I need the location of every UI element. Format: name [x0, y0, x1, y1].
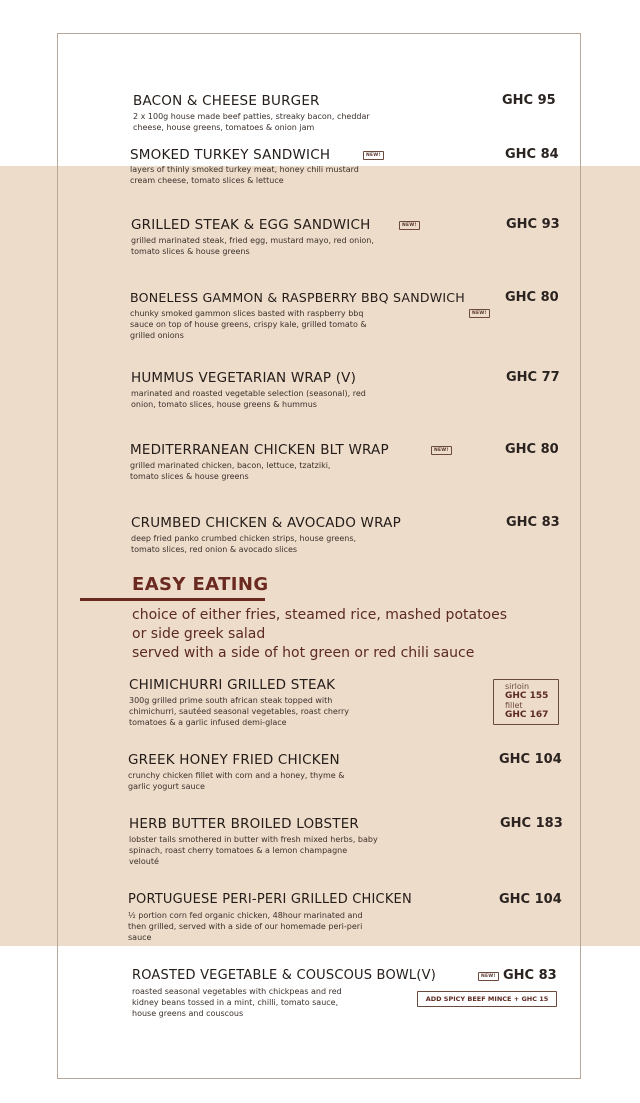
item-description: deep fried panko crumbed chicken strips, house greens, tomato slices, red onion & avocado slices	[131, 534, 357, 554]
item-price: GHC 77	[506, 370, 560, 385]
item-price: GHC 80	[505, 290, 559, 305]
fillet-label: fillet	[505, 701, 523, 710]
item-name: PORTUGUESE PERI-PERI GRILLED CHICKEN	[128, 892, 412, 907]
new-badge: NEW!	[363, 151, 384, 160]
sirloin-price: GHC 155	[505, 691, 549, 701]
item-description: grilled marinated chicken, bacon, lettuce, tzatziki, tomato slices & house greens	[130, 461, 331, 481]
item-price: GHC 183	[500, 816, 563, 831]
steak-price-box	[493, 679, 559, 725]
section-note-line: or side greek salad	[132, 626, 266, 642]
item-price: GHC 104	[499, 752, 562, 767]
item-description: lobster tails smothered in butter with fresh mixed herbs, baby spinach, roast cherry tomatoes & a lemon champagne velouté	[129, 835, 378, 866]
section-note-line: served with a side of hot green or red chili sauce	[132, 645, 475, 661]
item-name: HERB BUTTER BROILED LOBSTER	[129, 816, 360, 832]
item-name: BONELESS GAMMON & RASPBERRY BBQ SANDWICH	[130, 290, 465, 305]
item-name: ROASTED VEGETABLE & COUSCOUS BOWL(V)	[132, 968, 437, 983]
new-badge: NEW!	[469, 309, 490, 318]
item-description: 2 x 100g house made beef patties, streaky bacon, cheddar cheese, house greens, tomatoes & onion jam	[133, 112, 370, 132]
new-badge: NEW!	[431, 446, 452, 455]
item-description: marinated and roasted vegetable selection (seasonal), red onion, tomato slices, house greens & hummus	[131, 389, 366, 409]
item-name: SMOKED TURKEY SANDWICH	[130, 147, 331, 163]
item-name: BACON & CHEESE BURGER	[133, 93, 320, 109]
item-price: GHC 80	[505, 442, 559, 457]
fillet-price: GHC 167	[505, 710, 549, 720]
item-price: GHC 93	[506, 217, 560, 232]
item-price: GHC 83	[506, 515, 560, 530]
addon-spicy-beef-mince: ADD SPICY BEEF MINCE + GHC 15	[417, 991, 557, 1007]
item-name: GRILLED STEAK & EGG SANDWICH	[131, 217, 371, 233]
section-title-easy-eating: EASY EATING	[132, 574, 269, 595]
item-description: ½ portion corn fed organic chicken, 48hour marinated and then grilled, served with a side of our homemade peri-peri sauce	[128, 911, 363, 942]
item-description: 300g grilled prime south african steak topped with chimichurri, sautéed seasonal vegetables, roast cherry tomatoes & a garlic infused demi-glace	[129, 696, 350, 727]
section-note	[132, 606, 552, 663]
item-description: roasted seasonal vegetables with chickpeas and red kidney beans tossed in a mint, chilli, tomato sauce, house greens and couscous	[132, 987, 342, 1018]
item-price: GHC 95	[502, 93, 556, 108]
item-price: GHC 104	[499, 892, 562, 907]
item-description: grilled marinated steak, fried egg, mustard mayo, red onion, tomato slices & house greens	[131, 236, 374, 256]
section-note-line: choice of either fries, steamed rice, mashed potatoes	[132, 607, 508, 623]
new-badge: NEW!	[399, 221, 420, 230]
item-description: layers of thinly smoked turkey meat, honey chili mustard cream cheese, tomato slices & lettuce	[130, 165, 359, 185]
item-description: chunky smoked gammon slices basted with raspberry bbq sauce on top of house greens, crispy kale, grilled tomato & grilled onions	[130, 309, 367, 340]
item-price: GHC 84	[505, 147, 559, 162]
section-divider	[80, 598, 265, 601]
item-name: CRUMBED CHICKEN & AVOCADO WRAP	[131, 515, 401, 531]
item-name: HUMMUS VEGETARIAN WRAP (V)	[131, 370, 357, 386]
item-name: MEDITERRANEAN CHICKEN BLT WRAP	[130, 442, 389, 458]
item-name: CHIMICHURRI GRILLED STEAK	[129, 677, 336, 693]
new-badge: NEW!	[478, 972, 499, 981]
sirloin-label: sirloin	[505, 682, 530, 691]
item-name: GREEK HONEY FRIED CHICKEN	[128, 752, 340, 768]
item-price: GHC 83	[503, 968, 557, 983]
item-description: crunchy chicken fillet with corn and a honey, thyme & garlic yogurt sauce	[128, 771, 345, 791]
